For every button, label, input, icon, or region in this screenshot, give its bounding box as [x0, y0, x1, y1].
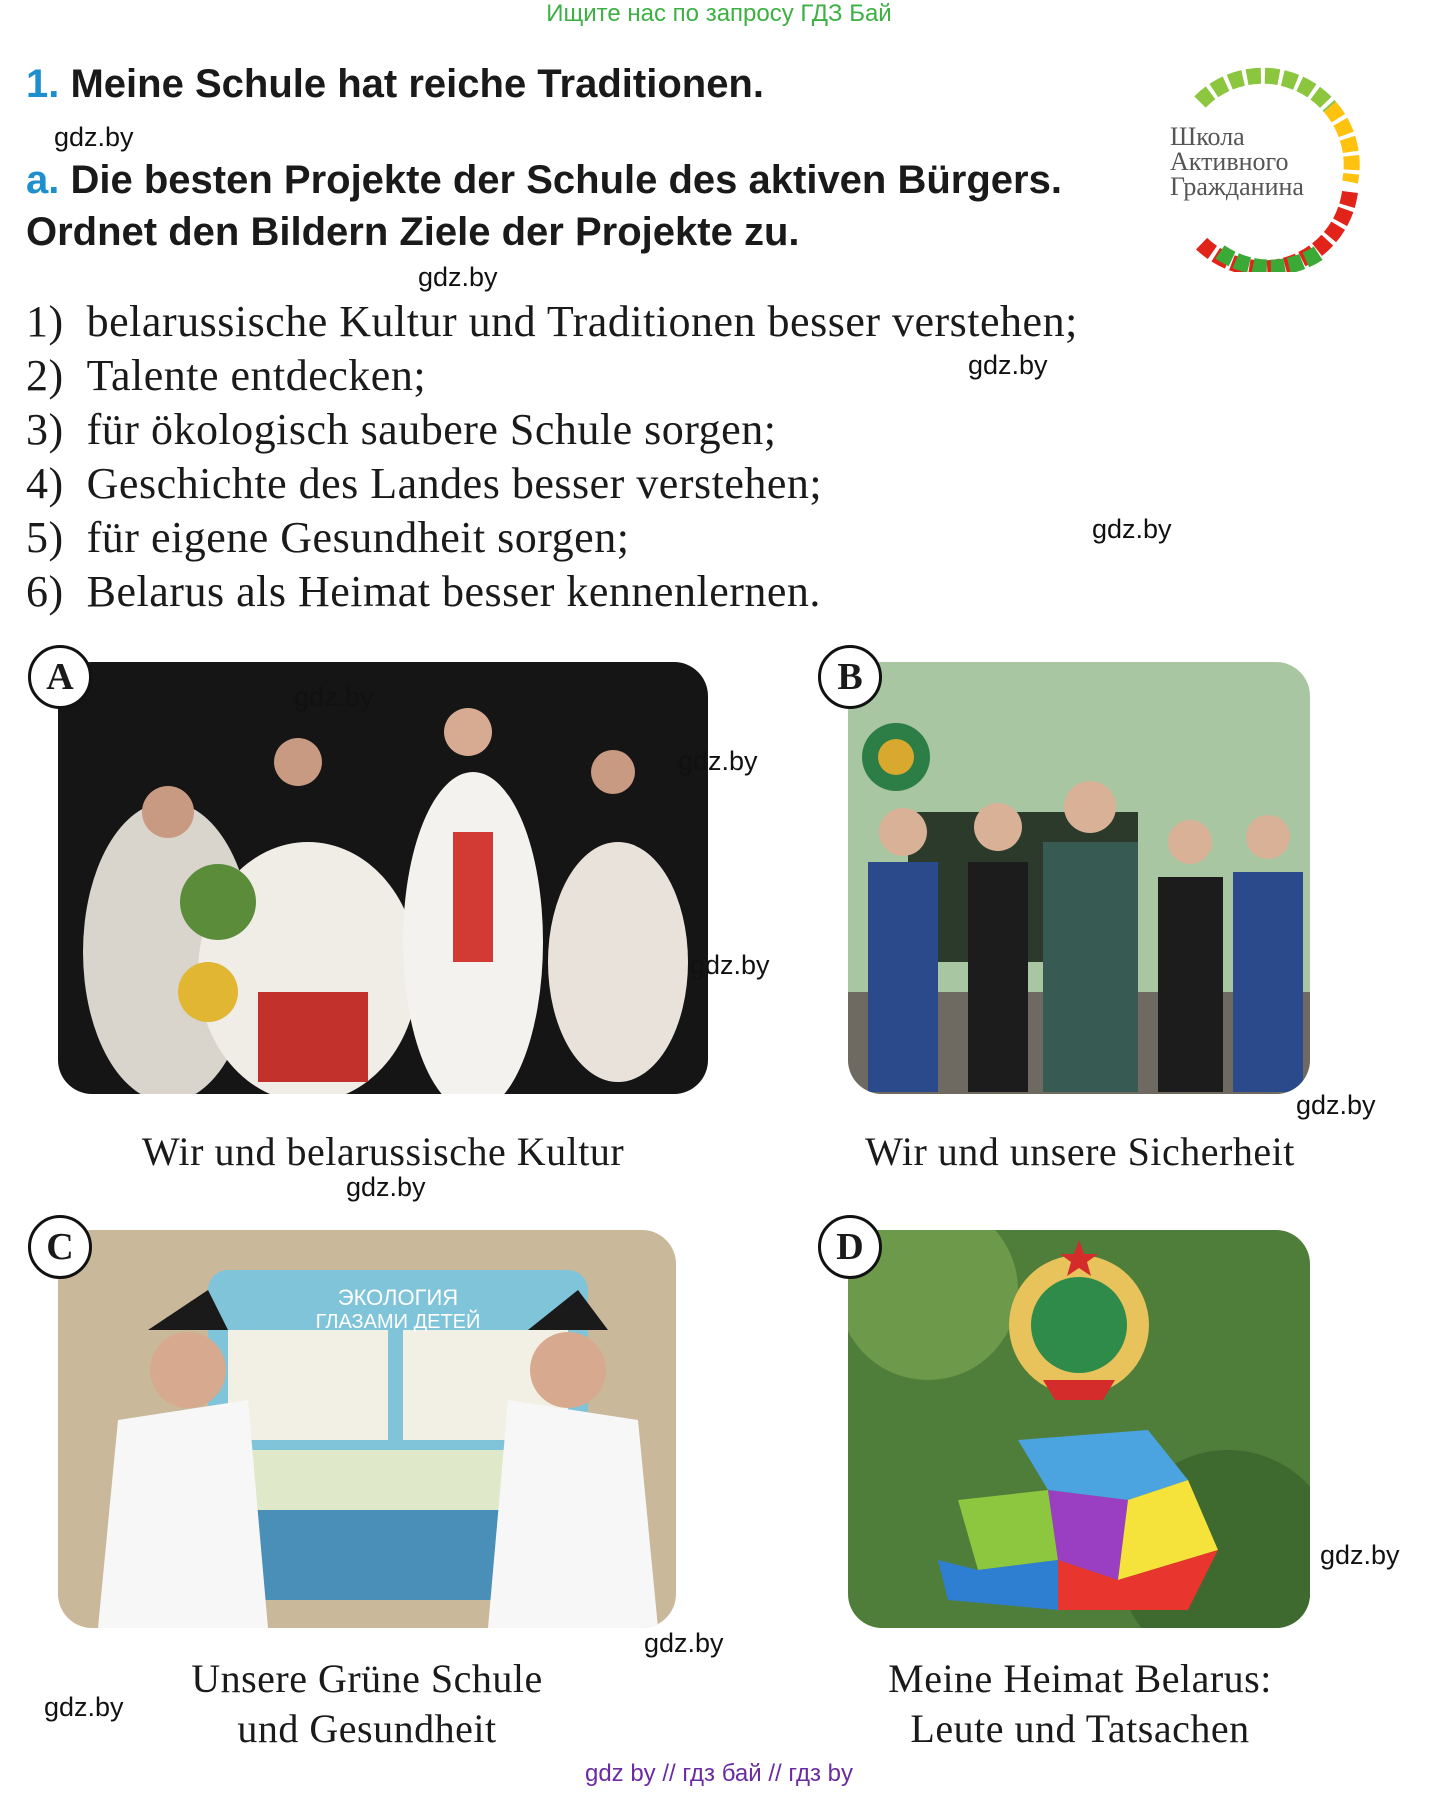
watermark: gdz.by	[968, 350, 1048, 380]
watermark: gdz.by	[1320, 1540, 1400, 1570]
badge-b: B	[818, 645, 882, 709]
logo-line-2: Активного	[1170, 147, 1289, 176]
watermark: gdz.by	[346, 1172, 426, 1202]
subtask-title: Die besten Projekte der Schule des aktiven Bürgers.	[70, 158, 1062, 202]
goals-list	[26, 296, 1078, 620]
caption-a: Wir und belarussische Kultur	[141, 1129, 625, 1174]
svg-text:ЭКОЛОГИЯ: ЭКОЛОГИЯ	[337, 1285, 459, 1310]
caption-d: Meine Heimat Belarus: Leute und Tatsachen	[888, 1656, 1272, 1751]
exercise-heading	[26, 62, 764, 107]
watermark: gdz.by	[644, 1628, 724, 1658]
list-item: 1) belarussische Kultur und Traditionen besser verstehen;	[26, 297, 1078, 346]
caption-b: Wir und unsere Sicherheit	[865, 1129, 1295, 1174]
footer-links: gdz by // гдз бай // гдз by	[584, 1760, 854, 1787]
logo-line-1: Школа	[1170, 122, 1245, 151]
list-item: 4) Geschichte des Landes besser verstehen;	[26, 459, 823, 508]
school-logo	[1160, 62, 1360, 272]
svg-text:ГЛАЗАМИ ДЕТЕЙ: ГЛАЗАМИ ДЕТЕЙ	[315, 1311, 481, 1333]
photo-ecology-poster	[58, 1230, 676, 1628]
watermark: gdz.by	[294, 682, 374, 712]
photo-folk-dancers	[58, 662, 708, 1094]
caption-c: Unsere Grüne Schule und Gesundheit	[191, 1656, 543, 1751]
watermark: gdz.by	[1296, 1090, 1376, 1120]
watermark: gdz.by	[54, 122, 134, 152]
badge-a: A	[28, 645, 92, 709]
watermark: gdz.by	[1092, 514, 1172, 544]
list-item: 2) Talente entdecken;	[26, 351, 427, 400]
subtask-heading	[26, 158, 1062, 203]
search-banner: Ищите нас по запросу ГДЗ Бай	[546, 0, 892, 27]
watermark: gdz.by	[690, 950, 770, 980]
list-item: 6) Belarus als Heimat besser kennenlernen.	[26, 567, 821, 616]
list-item: 3) für ökologisch saubere Schule sorgen;	[26, 405, 777, 454]
watermark: gdz.by	[44, 1692, 124, 1722]
logo-line-3: Гражданина	[1170, 172, 1304, 201]
badge-d: D	[818, 1215, 882, 1279]
list-item: 5) für eigene Gesundheit sorgen;	[26, 513, 630, 562]
photo-belarus-map	[848, 1230, 1310, 1628]
exercise-title: Meine Schule hat reiche Traditionen.	[70, 62, 764, 106]
watermark: gdz.by	[418, 262, 498, 292]
exercise-number: 1.	[26, 62, 60, 106]
instruction-text: Ordnet den Bildern Ziele der Projekte zu.	[26, 210, 800, 254]
photo-students-rescuer	[848, 662, 1310, 1094]
watermark: gdz.by	[678, 746, 758, 776]
badge-c: C	[28, 1215, 92, 1279]
subtask-letter: a.	[26, 158, 60, 202]
